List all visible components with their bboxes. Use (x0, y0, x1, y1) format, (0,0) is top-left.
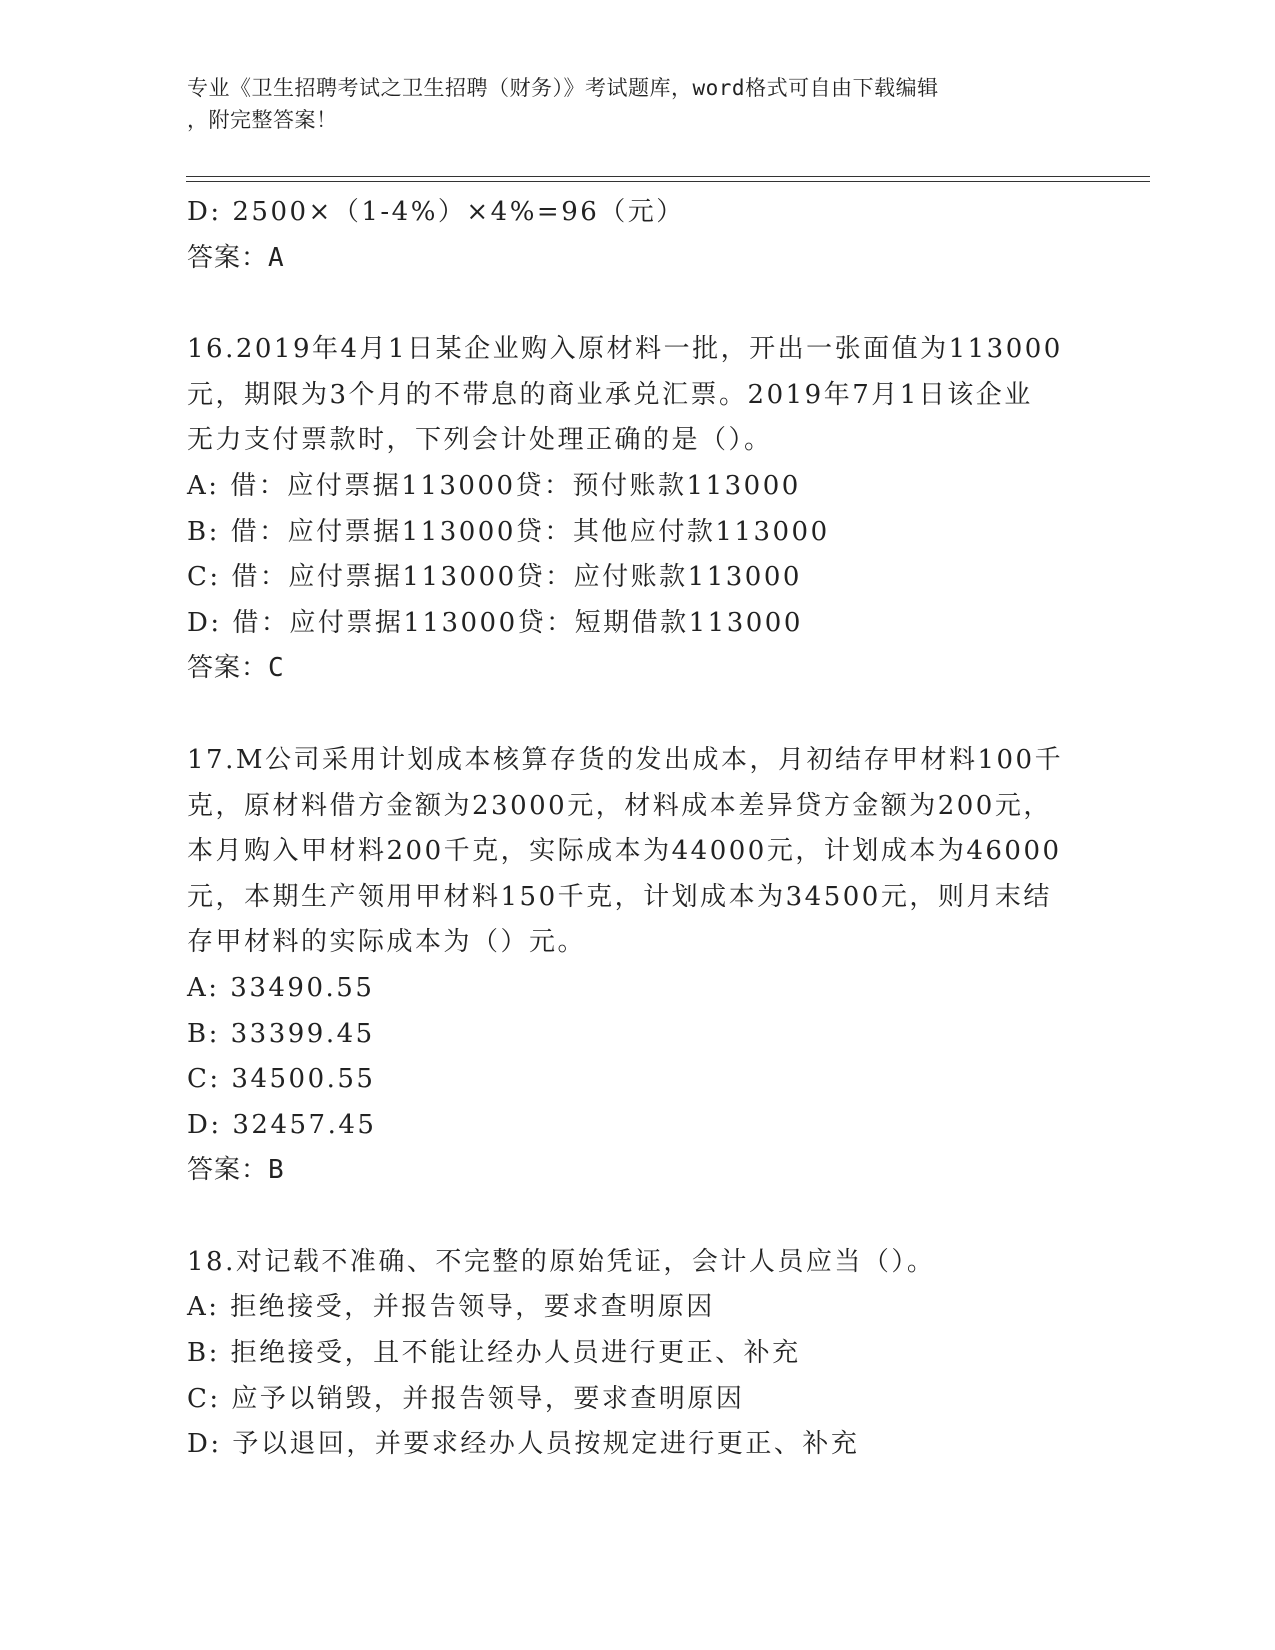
stem-line: 元，期限为3个月的不带息的商业承兑汇票。2019年7月1日该企业 (187, 379, 1033, 410)
stem-line: 17.M公司采用计划成本核算存货的发出成本，月初结存甲材料100千 (187, 744, 1064, 775)
question-stem (187, 1240, 1067, 1286)
answer-line: 答案：A (187, 242, 285, 273)
option-a: A: 33490.55 (187, 972, 375, 1003)
question-18 (187, 1240, 1067, 1468)
option-d: D: 借：应付票据113000贷：短期借款113000 (187, 607, 803, 638)
answer-line: 答案：C (187, 653, 285, 684)
option-c: C: 34500.55 (187, 1064, 376, 1095)
option-d: D: 32457.45 (187, 1109, 377, 1140)
question-stem (187, 738, 1067, 966)
option-c: C: 借：应付票据113000贷：应付账款113000 (187, 562, 802, 593)
option-b: B: 拒绝接受，且不能让经办人员进行更正、补充 (187, 1338, 801, 1369)
header-line-1: 专业《卫生招聘考试之卫生招聘（财务）》考试题库，word格式可自由下载编辑 (187, 76, 939, 100)
option-d: D: 2500×（1-4%）×4%=96（元） (187, 197, 685, 227)
option-b: B: 33399.45 (187, 1018, 375, 1049)
stem-line: 克，原材料借方金额为23000元，材料成本差异贷方金额为200元， (187, 790, 1052, 821)
previous-question-tail (187, 190, 1067, 281)
header-line-2: ，附完整答案！ (187, 108, 338, 132)
option-a: A: 借：应付票据113000贷：预付账款113000 (187, 470, 801, 501)
document-body (187, 190, 1067, 1468)
question-16 (187, 327, 1067, 692)
option-c: C: 应予以销毁，并报告领导，要求查明原因 (187, 1383, 745, 1414)
stem-line: 16.2019年4月1日某企业购入原材料一批，开出一张面值为113000 (187, 334, 1063, 365)
document-header (187, 72, 1067, 136)
question-stem (187, 327, 1067, 464)
stem-line: 18.对记载不准确、不完整的原始凭证，会计人员应当（）。 (187, 1246, 936, 1277)
option-d: D: 予以退回，并要求经办人员按规定进行更正、补充 (187, 1429, 860, 1460)
stem-line: 元，本期生产领用甲材料150千克，计划成本为34500元，则月末结 (187, 881, 1052, 912)
option-a: A: 拒绝接受，并报告领导，要求查明原因 (187, 1292, 715, 1323)
stem-line: 本月购入甲材料200千克，实际成本为44000元，计划成本为46000 (187, 836, 1062, 867)
question-17 (187, 738, 1067, 1194)
stem-line: 无力支付票款时，下列会计处理正确的是（）。 (187, 425, 773, 456)
header-divider-bottom (186, 181, 1150, 182)
stem-line: 存甲材料的实际成本为（）元。 (187, 927, 587, 958)
header-divider-top (186, 176, 1150, 177)
option-b: B: 借：应付票据113000贷：其他应付款113000 (187, 516, 830, 547)
answer-line: 答案：B (187, 1155, 285, 1186)
